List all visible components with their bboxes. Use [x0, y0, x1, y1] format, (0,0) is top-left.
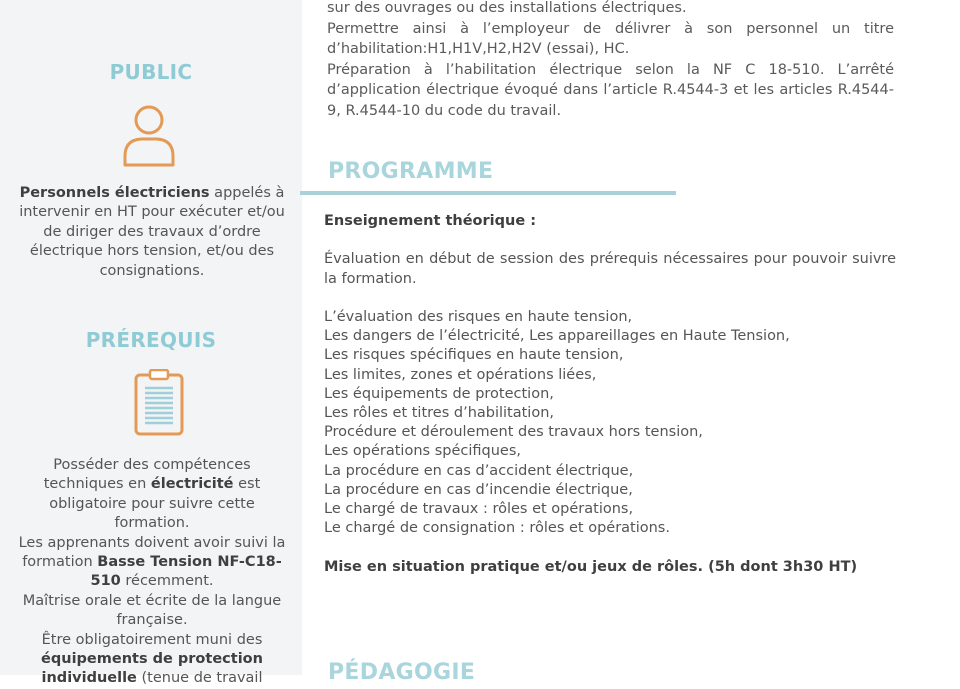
pedagogie-title: PÉDAGOGIE: [328, 660, 476, 685]
list-item: Les limites, zones et opérations liées,: [324, 366, 597, 383]
text-bold: Basse Tension NF-C18-510: [90, 554, 282, 590]
intro-paragraph: Préparation à l’habilitation électrique selon la NF C 18-510. L’arrêté d’application électrique évoqué dans l’article R.4544-3 et les articles R.4544-9, R.4544-10 du code du travail.: [327, 61, 894, 119]
clipboard-icon: [134, 369, 186, 437]
intro-text: [327, 0, 894, 122]
programme-evaluation: Évaluation en début de session des prérequis nécessaires pour pouvoir suivre la formation.: [324, 251, 896, 287]
intro-paragraph: Permettre ainsi à l’employeur de délivrer à son personnel un titre d’habilitation:H1,H1V,H2,H2V (essai), HC.: [327, 20, 894, 58]
text: est obligatoire pour suivre cette formation.: [49, 476, 261, 532]
list-item: Le chargé de travaux : rôles et opérations,: [324, 501, 634, 518]
text-bold: électricité: [150, 476, 234, 493]
text: Être obligatoirement muni des: [41, 631, 263, 648]
section-divider: [300, 191, 676, 195]
programme-practice: Mise en situation pratique et/ou jeux de rôles. (5h dont 3h30 HT): [324, 558, 858, 575]
list-item: Les risques spécifiques en haute tension,: [324, 347, 624, 364]
prerequis-description: [18, 456, 286, 689]
public-text-rest: appelés à intervenir en HT pour exécuter et/ou de diriger des travaux d’ordre électrique hors tension, et/ou des consignations.: [19, 185, 285, 279]
spacer: [324, 231, 896, 250]
prerequis-paragraph: [18, 456, 286, 534]
programme-title: PROGRAMME: [328, 159, 494, 184]
spacer: [324, 538, 896, 557]
list-item: Les dangers de l’électricité, Les appareillages en Haute Tension,: [324, 328, 790, 345]
text-bold: équipements de protection individuelle: [41, 651, 263, 687]
text: (tenue de travail: [136, 670, 263, 687]
list-item: Les équipements de protection,: [324, 385, 554, 402]
prerequis-heading: PRÉREQUIS: [85, 328, 217, 352]
list-item: L’évaluation des risques en haute tension,: [324, 309, 633, 326]
public-heading: PUBLIC: [109, 60, 193, 84]
spacer: [324, 289, 896, 308]
prerequis-paragraph: [18, 534, 286, 592]
public-text-bold: Personnels électriciens: [19, 185, 210, 201]
prerequis-paragraph: [18, 631, 286, 689]
person-icon: [121, 102, 177, 168]
list-item: Le chargé de consignation : rôles et opérations.: [324, 520, 670, 537]
list-item: Les opérations spécifiques,: [324, 443, 521, 460]
text: récemment.: [120, 573, 214, 590]
programme-content: [324, 212, 896, 577]
intro-paragraph: sur des ouvrages ou des installations électriques.: [327, 0, 687, 16]
list-item: La procédure en cas d’incendie électrique,: [324, 481, 633, 498]
prerequis-paragraph: Maîtrise orale et écrite de la langue française.: [22, 592, 282, 629]
list-item: Les rôles et titres d’habilitation,: [324, 405, 555, 422]
list-item: La procédure en cas d’accident électrique,: [324, 462, 634, 479]
public-description: [18, 184, 286, 281]
list-item: Procédure et déroulement des travaux hors tension,: [324, 424, 703, 441]
programme-subtitle: Enseignement théorique :: [324, 213, 536, 229]
text: Posséder des compétences techniques en: [43, 457, 251, 493]
text: Les apprenants doivent avoir suivi la formation: [18, 534, 286, 571]
sidebar: [0, 0, 302, 687]
